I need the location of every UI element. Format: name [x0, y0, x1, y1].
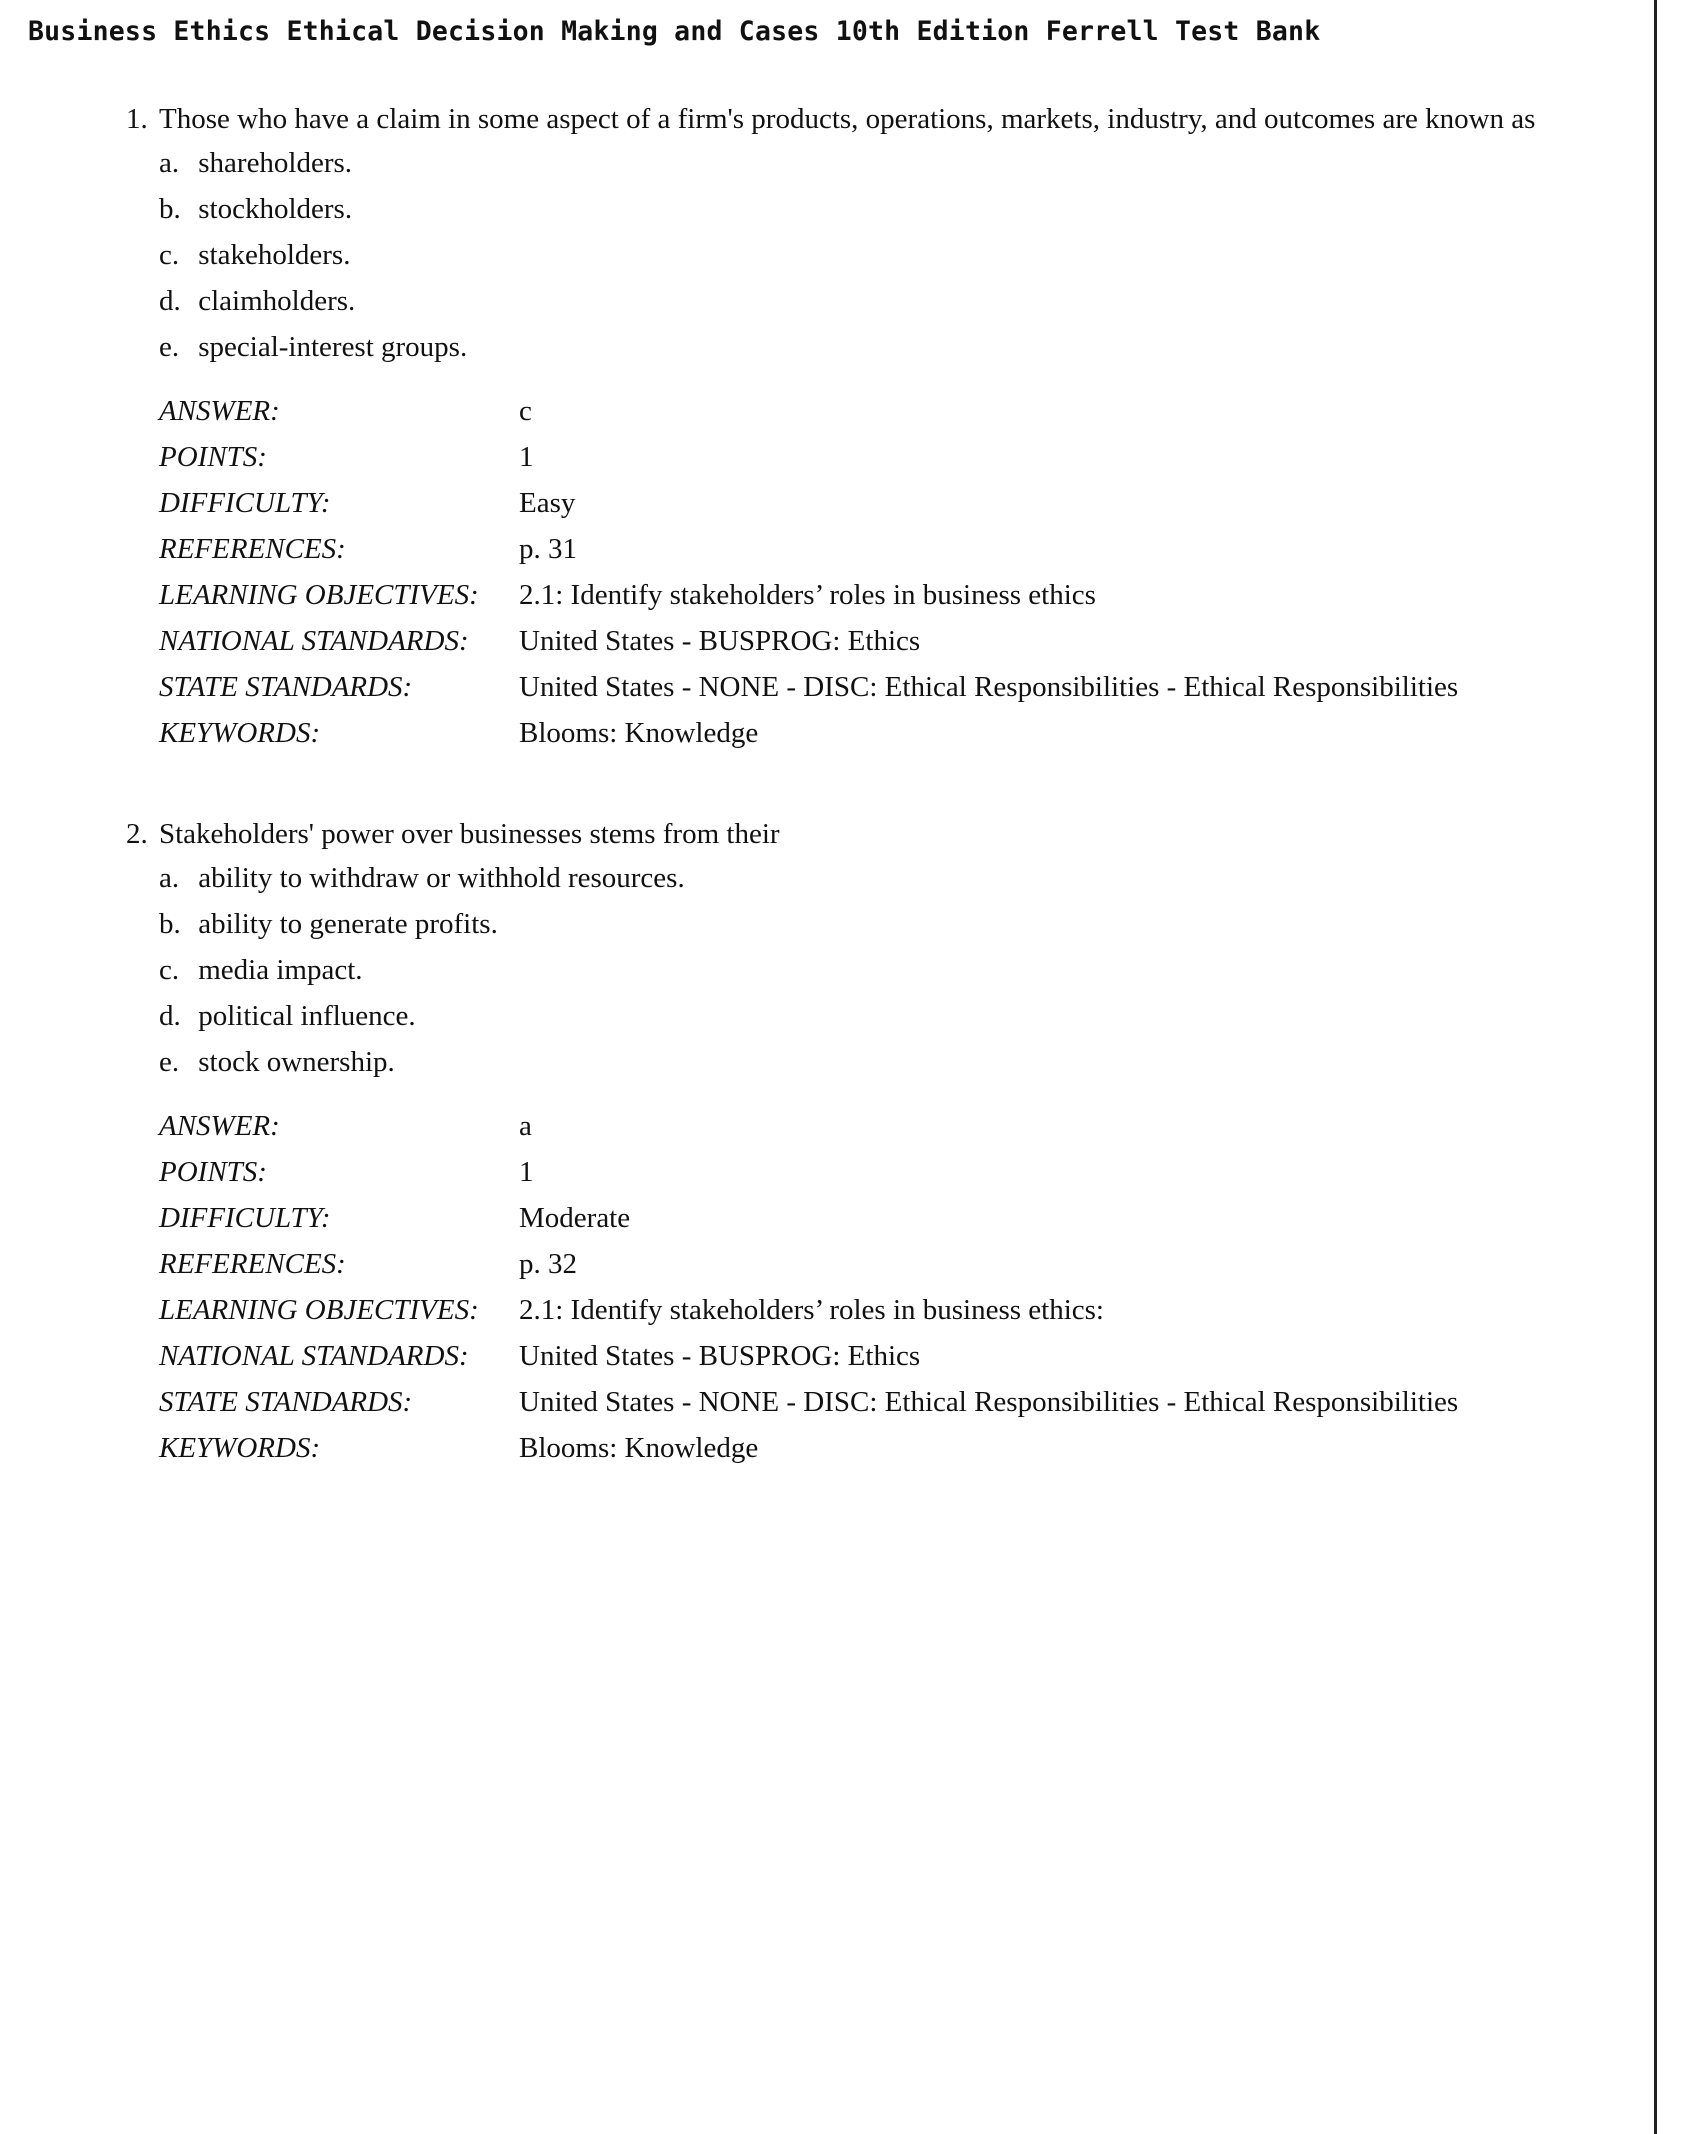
meta-keywords: KEYWORDS: Blooms: Knowledge [159, 1432, 759, 1464]
question-metadata [159, 388, 1596, 756]
meta-points: POINTS: 1 [159, 441, 534, 473]
option-b: b. stockholders. [159, 193, 353, 225]
option-b: b. ability to generate profits. [159, 908, 498, 940]
answer-options [159, 140, 1596, 370]
meta-references: REFERENCES: p. 32 [159, 1248, 577, 1280]
answer-options [159, 855, 1596, 1085]
question-number: 2. [126, 818, 148, 850]
document-title: Business Ethics Ethical Decision Making and Cases 10th Edition Ferrell Test Bank [28, 16, 1321, 47]
meta-keywords: KEYWORDS: Blooms: Knowledge [159, 717, 759, 749]
option-d: d. political influence. [159, 1000, 416, 1032]
option-e: e. stock ownership. [159, 1046, 395, 1078]
meta-learning-objectives: LEARNING OBJECTIVES: 2.1: Identify stakeholders’ roles in business ethics [159, 579, 1096, 611]
option-a: a. shareholders. [159, 147, 353, 179]
meta-answer: ANSWER: c [159, 395, 532, 427]
question-1 [126, 100, 1596, 756]
option-c: c. stakeholders. [159, 239, 351, 271]
question-number: 1. [126, 103, 148, 135]
meta-difficulty: DIFFICULTY: Easy [159, 487, 576, 519]
option-d: d. claimholders. [159, 285, 356, 317]
meta-references: REFERENCES: p. 31 [159, 533, 577, 565]
meta-state-standards: STATE STANDARDS: United States - NONE - DISC: Ethical Responsibilities - Ethical Responsibilities [159, 671, 1459, 703]
question-stem [126, 100, 1596, 138]
meta-learning-objectives: LEARNING OBJECTIVES: 2.1: Identify stakeholders’ roles in business ethics: [159, 1294, 1104, 1326]
question-text: Stakeholders' power over businesses stems from their [159, 818, 780, 850]
meta-points: POINTS: 1 [159, 1156, 534, 1188]
option-c: c. media impact. [159, 954, 363, 986]
option-a: a. ability to withdraw or withhold resources. [159, 862, 685, 894]
meta-national-standards: NATIONAL STANDARDS: United States - BUSPROG: Ethics [159, 1340, 921, 1372]
meta-state-standards: STATE STANDARDS: United States - NONE - DISC: Ethical Responsibilities - Ethical Responsibilities [159, 1386, 1459, 1418]
meta-answer: ANSWER: a [159, 1110, 532, 1142]
question-metadata [159, 1103, 1596, 1471]
meta-national-standards: NATIONAL STANDARDS: United States - BUSPROG: Ethics [159, 625, 921, 657]
option-e: e. special-interest groups. [159, 331, 468, 363]
meta-difficulty: DIFFICULTY: Moderate [159, 1202, 631, 1234]
question-stem [126, 815, 1596, 853]
question-2 [126, 815, 1596, 1471]
question-text: Those who have a claim in some aspect of a firm's products, operations, markets, industry, and outcomes are known as [159, 103, 1536, 135]
